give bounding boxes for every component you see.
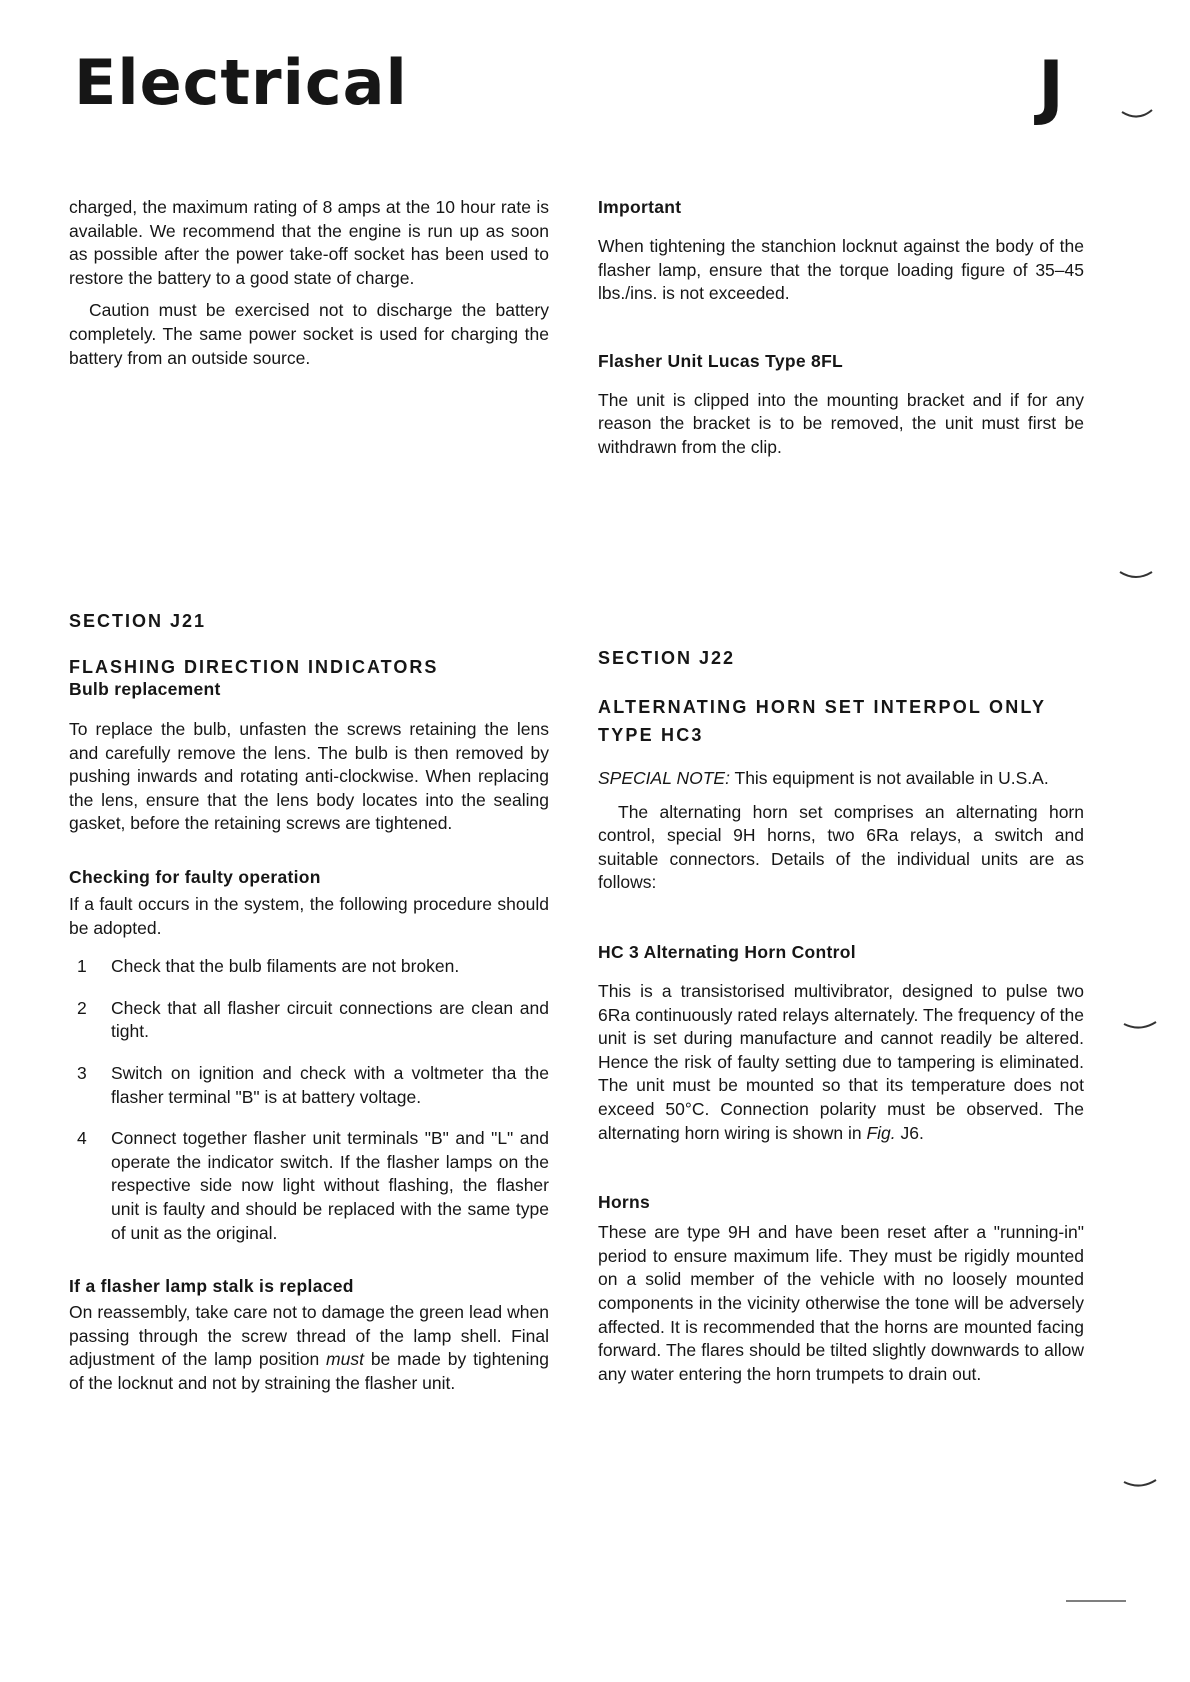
section-j21-label: SECTION J21 xyxy=(69,611,207,631)
binding-mark-icon xyxy=(1122,1476,1162,1496)
list-item xyxy=(69,1127,549,1245)
list-item xyxy=(69,955,549,979)
steps-list xyxy=(69,955,549,1245)
important-text: When tightening the stanchion locknut against the body of the flasher lamp, ensure that the torque loading figure of 35–45 lbs./ins. is not exceeded. xyxy=(598,236,1084,304)
step-number: 1 xyxy=(77,956,87,977)
section-j22-label: SECTION J22 xyxy=(598,648,736,668)
list-item xyxy=(69,1062,549,1109)
section-j22 xyxy=(598,647,1084,1386)
important-heading: Important xyxy=(598,197,682,217)
step-text: Switch on ignition and check with a voltmeter tha the flasher terminal "B" is at battery voltage. xyxy=(111,1062,549,1107)
bulb-replacement-heading: Bulb replacement xyxy=(69,679,221,699)
alternating-horn-heading: ALTERNATING HORN SET INTERPOL ONLY xyxy=(598,697,1047,717)
stalk-text-part: On reassembly, take care not to damage the green lead when passing through the screw thread of the lamp shell. Final adjustment of the lamp position xyxy=(69,1302,549,1370)
special-note xyxy=(598,767,1084,791)
flasher-heading: Flasher Unit Lucas Type 8FL xyxy=(598,350,844,371)
step-number: 2 xyxy=(77,997,87,1018)
stalk-text-emphasis: must xyxy=(326,1349,364,1370)
binding-mark-icon xyxy=(1122,1018,1162,1038)
hc3-heading: HC 3 Alternating Horn Control xyxy=(598,941,856,962)
section-j21 xyxy=(69,610,549,1395)
step-text: Check that the bulb filaments are not broken. xyxy=(111,956,460,977)
caution-paragraph: Caution must be exercised not to discharge the battery completely. The same power socket is used for charging the battery from an outside source. xyxy=(69,300,549,368)
step-number: 4 xyxy=(77,1128,87,1149)
divider-dash xyxy=(1066,1598,1126,1604)
fig-reference: Fig. xyxy=(866,1122,896,1143)
stalk-heading: If a flasher lamp stalk is replaced xyxy=(69,1276,354,1297)
page-title: Electrical xyxy=(74,46,408,119)
stalk-text xyxy=(69,1301,549,1395)
section-letter: J xyxy=(1038,46,1065,128)
bulb-replacement-text: To replace the bulb, unfasten the screws retaining the lens and carefully remove the lens. The bulb is then removed by pushing inwards and rotating anti-clockwise. When replacing the lens, ensure that the lens body locates into the sealing gasket, before the retaining screws are tightened. xyxy=(69,719,549,834)
step-text: Connect together flasher unit terminals "B" and "L" and operate the indicator switch. If the flasher lamps on the respective side now light without flashing, the flasher unit is faulty and should be replaced with the same type of unit as the original. xyxy=(111,1128,549,1243)
battery-paragraph: charged, the maximum rating of 8 amps at the 10 hour rate is available. We recommend that the engine is run up as soon as possible after the power take-off socket has been used to restore the battery to a good state of charge. xyxy=(69,197,549,288)
step-text: Check that all flasher circuit connections are clean and tight. xyxy=(111,997,549,1042)
special-note-label: SPECIAL NOTE: xyxy=(598,768,730,788)
right-top-block xyxy=(598,196,1084,460)
left-top-block xyxy=(69,196,549,370)
binding-mark-icon xyxy=(1120,100,1160,124)
horns-heading: Horns xyxy=(598,1192,651,1213)
special-note-text: This equipment is not available in U.S.A. xyxy=(729,768,1049,788)
horn-set-intro: The alternating horn set comprises an alternating horn control, special 9H horns, two 6Ra relays, a switch and suitable connectors. Details of the individual units are as follows: xyxy=(598,801,1084,893)
hc3-text-part: J6. xyxy=(895,1122,924,1143)
checking-intro: If a fault occurs in the system, the following procedure should be adopted. xyxy=(69,893,549,938)
hc3-text xyxy=(598,980,1084,1145)
checking-heading: Checking for faulty operation xyxy=(69,866,321,887)
flasher-text: The unit is clipped into the mounting bracket and if for any reason the bracket is to be removed, the unit must first be withdrawn from the clip. xyxy=(598,389,1084,457)
step-number: 3 xyxy=(77,1062,87,1083)
hc3-text-part: This is a transistorised multivibrator, designed to pulse two 6Ra continuously rated relays alternately. The frequency of the unit is set during manufacture and cannot readily be altered. Hence the risk of faulty setting due to tampering is eliminated. The unit must be mounted so that its temperature does not exceed 50°C. Connection polarity must be observed. The alternating horn wiring is shown in xyxy=(598,980,1084,1143)
horns-text: These are type 9H and have been reset after a "running-in" period to ensure maximum life. They must be rigidly mounted on a solid member of the vehicle with no loosely mounted components in the vicinity otherwise the tone will be adversely affected. It is recommended that the horns are mounted facing forward. The flares should be tilted slightly downwards to allow any water entering the horn trumpets to drain out. xyxy=(598,1222,1084,1384)
list-item xyxy=(69,997,549,1044)
stalk-text-part: be made by tightening of the locknut and not by straining the flasher unit. xyxy=(69,1349,549,1393)
binding-mark-icon xyxy=(1118,566,1158,586)
flashing-indicators-heading: FLASHING DIRECTION INDICATORS xyxy=(69,657,439,677)
alternating-horn-heading-type: TYPE HC3 xyxy=(598,725,704,745)
